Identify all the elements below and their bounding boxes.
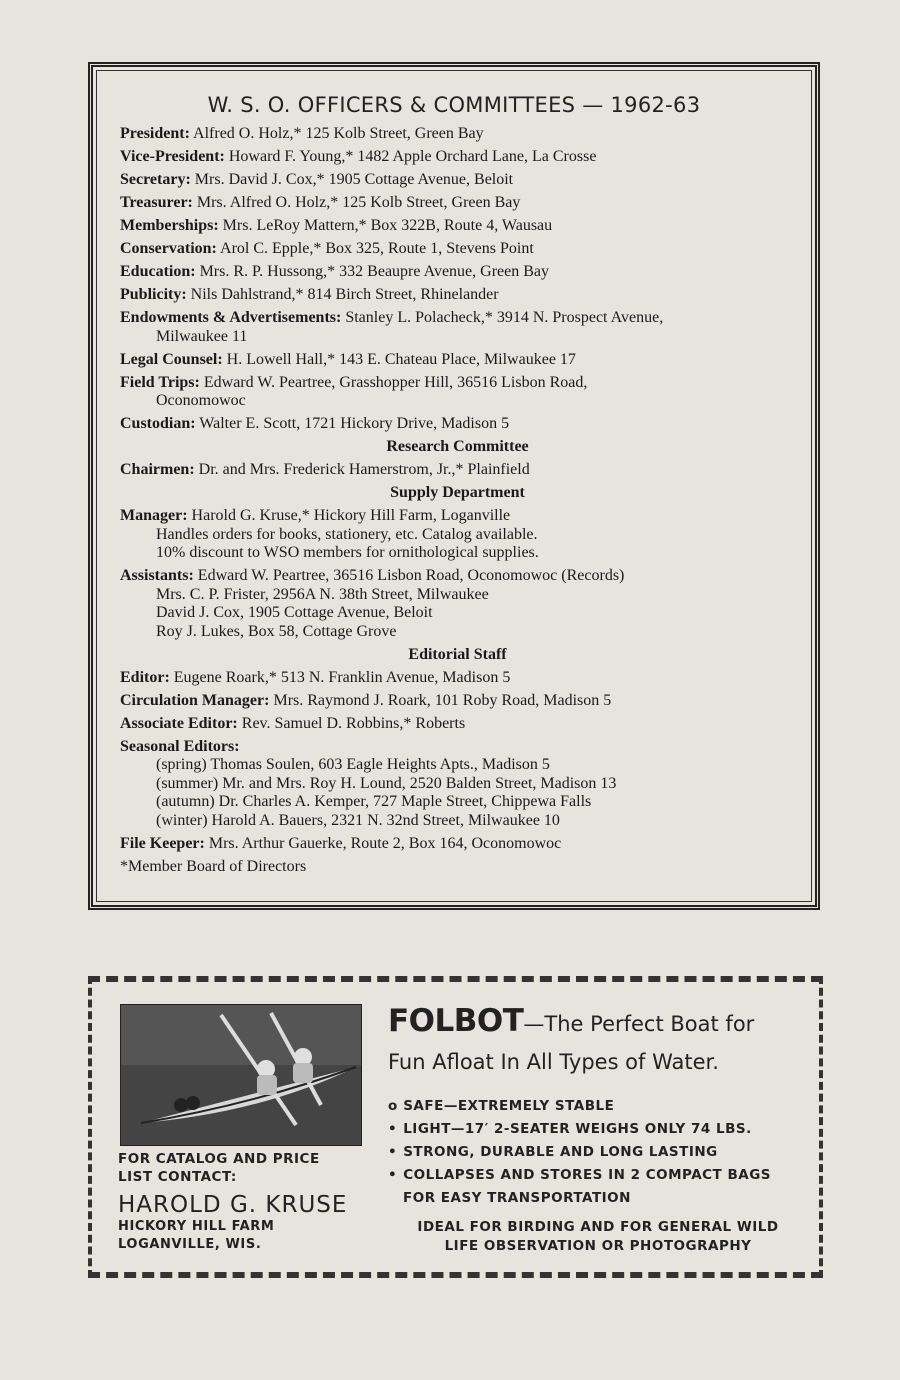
entry-text: Edward W. Peartree, 36516 Lisbon Road, Oconomowoc (Records) [197, 567, 625, 584]
feature-text: SAFE—EXTREMELY STABLE [403, 1098, 615, 1114]
entry-text: Mrs. Alfred O. Holz,* 125 Kolb Street, Green Bay [196, 194, 521, 211]
ad-copy [388, 1002, 808, 1256]
feature-item [388, 1095, 808, 1118]
entry-text: Edward W. Peartree, Grasshopper Hill, 36516 Lisbon Road, [203, 373, 588, 391]
entry-subline: David J. Cox, 1905 Cottage Avenue, Beloit [156, 604, 433, 621]
feature-item [388, 1118, 808, 1141]
contact-block [118, 1150, 378, 1254]
feature-text: COLLAPSES AND STORES IN 2 COMPACT BAGS [403, 1167, 771, 1183]
entry-text: Mrs. Arthur Gauerke, Route 2, Box 164, Oconomowoc [208, 834, 562, 852]
entry-subline: Handles orders for books, stationery, etc. Catalog available. [156, 525, 538, 543]
entry-text: Walter E. Scott, 1721 Hickory Drive, Madison 5 [199, 415, 510, 432]
entry-subline: (summer) Mr. and Mrs. Roy H. Lound, 2520 Balden Street, Madison 13 [156, 774, 617, 792]
entry-president [120, 125, 795, 144]
feature-list [388, 1095, 808, 1210]
feature-item [388, 1141, 808, 1164]
entry-text: Stanley L. Polacheck,* 3914 N. Prospect Avenue, [345, 309, 664, 326]
kayak-illustration [121, 1005, 361, 1145]
section-heading-supply: Supply Department [390, 484, 525, 501]
entry-publicity [120, 286, 795, 305]
entry-label: Endowments & Advertisements: [120, 309, 342, 326]
entry-circulation-manager [120, 692, 795, 711]
contact-line: LIST CONTACT: [118, 1169, 237, 1185]
entry-custodian [120, 415, 795, 434]
page-title: W. S. O. OFFICERS & COMMITTEES — 1962-63 [207, 93, 701, 117]
feature-text: STRONG, DURABLE AND LONG LASTING [403, 1144, 718, 1160]
ad-headline [388, 1002, 808, 1043]
entry-text: Nils Dahlstrand,* 814 Birch Street, Rhinelander [190, 286, 499, 303]
entry-label: Vice-President: [120, 148, 225, 165]
entry-continuation: Oconomowoc [156, 392, 246, 409]
feature-continuation: FOR EASY TRANSPORTATION [403, 1190, 631, 1206]
headline-line-2: Fun Afloat In All Types of Water. [388, 1050, 719, 1074]
folbot-advertisement [88, 976, 823, 1278]
entry-label: Memberships: [120, 217, 219, 234]
entry-conservation [120, 240, 795, 259]
entry-label: Associate Editor: [120, 714, 238, 732]
entry-label: Education: [120, 263, 196, 280]
bullet-icon: • [388, 1121, 398, 1137]
brand-name: FOLBOT [388, 1003, 524, 1039]
entry-label: File Keeper: [120, 834, 205, 852]
entry-label: Conservation: [120, 240, 217, 257]
footnote: *Member Board of Directors [120, 857, 307, 875]
contact-name: HAROLD G. KRUSE [118, 1192, 348, 1218]
contact-line: FOR CATALOG AND PRICE [118, 1151, 320, 1167]
entry-subline: (spring) Thomas Soulen, 603 Eagle Heights Apts., Madison 5 [156, 756, 550, 773]
entry-label: Field Trips: [120, 373, 200, 391]
entry-seasonal-editors [120, 738, 795, 831]
entry-label: Treasurer: [120, 194, 193, 211]
entry-subline: (winter) Harold A. Bauers, 2321 N. 32nd Street, Milwaukee 10 [156, 811, 560, 829]
entry-text: Mrs. David J. Cox,* 1905 Cottage Avenue, Beloit [194, 171, 514, 188]
officers-list [120, 125, 795, 876]
entry-label: Chairmen: [120, 461, 195, 478]
entry-text: Harold G. Kruse,* Hickory Hill Farm, Loganville [191, 507, 511, 524]
entry-assistants [120, 567, 795, 641]
contact-address: LOGANVILLE, WIS. [118, 1237, 262, 1252]
entry-file-keeper [120, 835, 795, 854]
bullet-icon: • [388, 1167, 398, 1183]
tagline-line: IDEAL FOR BIRDING AND FOR GENERAL WILD [417, 1219, 779, 1235]
contact-address: HICKORY HILL FARM [118, 1219, 275, 1234]
entry-label: Publicity: [120, 286, 187, 303]
entry-treasurer [120, 194, 795, 213]
section-heading-editorial: Editorial Staff [408, 645, 507, 663]
entry-text: Arol C. Epple,* Box 325, Route 1, Stevens Point [220, 240, 534, 257]
feature-text: LIGHT—17′ 2-SEATER WEIGHS ONLY 74 LBS. [403, 1121, 752, 1137]
entry-label: Manager: [120, 507, 188, 524]
feature-item [388, 1164, 808, 1210]
entry-text: Mrs. R. P. Hussong,* 332 Beaupre Avenue, Green Bay [199, 263, 550, 280]
entry-chairmen [120, 461, 795, 480]
entry-text: Dr. and Mrs. Frederick Hamerstrom, Jr.,* Plainfield [198, 461, 530, 478]
kayak-photo [120, 1004, 362, 1146]
entry-text: Alfred O. Holz,* 125 Kolb Street, Green Bay [193, 125, 484, 142]
entry-label: Seasonal Editors: [120, 737, 240, 755]
entry-vice-president [120, 148, 795, 167]
entry-associate-editor [120, 715, 795, 734]
entry-label: Custodian: [120, 415, 196, 432]
entry-editor [120, 669, 795, 688]
entry-text: H. Lowell Hall,* 143 E. Chateau Place, Milwaukee 17 [226, 350, 576, 368]
entry-label: Secretary: [120, 171, 191, 188]
section-heading-research: Research Committee [386, 438, 529, 455]
entry-subline: 10% discount to WSO members for ornithological supplies. [156, 544, 539, 561]
entry-legal-counsel [120, 351, 795, 370]
entry-education [120, 263, 795, 282]
entry-continuation: Milwaukee 11 [156, 327, 248, 345]
entry-manager [120, 507, 795, 563]
headline-text: —The Perfect Boat for [523, 1012, 755, 1036]
tagline-line: LIFE OBSERVATION OR PHOTOGRAPHY [444, 1238, 752, 1254]
entry-subline: Mrs. C. P. Frister, 2956A N. 38th Street, Milwaukee [156, 585, 489, 603]
entry-label: Editor: [120, 668, 170, 686]
entry-label: Assistants: [120, 567, 194, 584]
entry-subline: (autumn) Dr. Charles A. Kemper, 727 Maple Street, Chippewa Falls [156, 793, 592, 810]
entry-label: President: [120, 125, 190, 142]
entry-label: Circulation Manager: [120, 691, 270, 709]
ad-tagline [388, 1218, 808, 1256]
entry-endowments [120, 309, 795, 346]
bullet-icon: o [388, 1098, 398, 1114]
entry-text: Mrs. LeRoy Mattern,* Box 322B, Route 4, Wausau [222, 217, 553, 234]
entry-secretary [120, 171, 795, 190]
entry-label: Legal Counsel: [120, 350, 223, 368]
officers-box [88, 62, 820, 910]
entry-text: Rev. Samuel D. Robbins,* Roberts [241, 714, 466, 732]
entry-text: Howard F. Young,* 1482 Apple Orchard Lane, La Crosse [228, 148, 597, 165]
entry-subline: Roy J. Lukes, Box 58, Cottage Grove [156, 622, 397, 640]
entry-text: Mrs. Raymond J. Roark, 101 Roby Road, Madison 5 [273, 691, 612, 709]
entry-text: Eugene Roark,* 513 N. Franklin Avenue, Madison 5 [173, 668, 511, 686]
entry-memberships [120, 217, 795, 236]
entry-field-trips [120, 374, 795, 411]
bullet-icon: • [388, 1144, 398, 1160]
